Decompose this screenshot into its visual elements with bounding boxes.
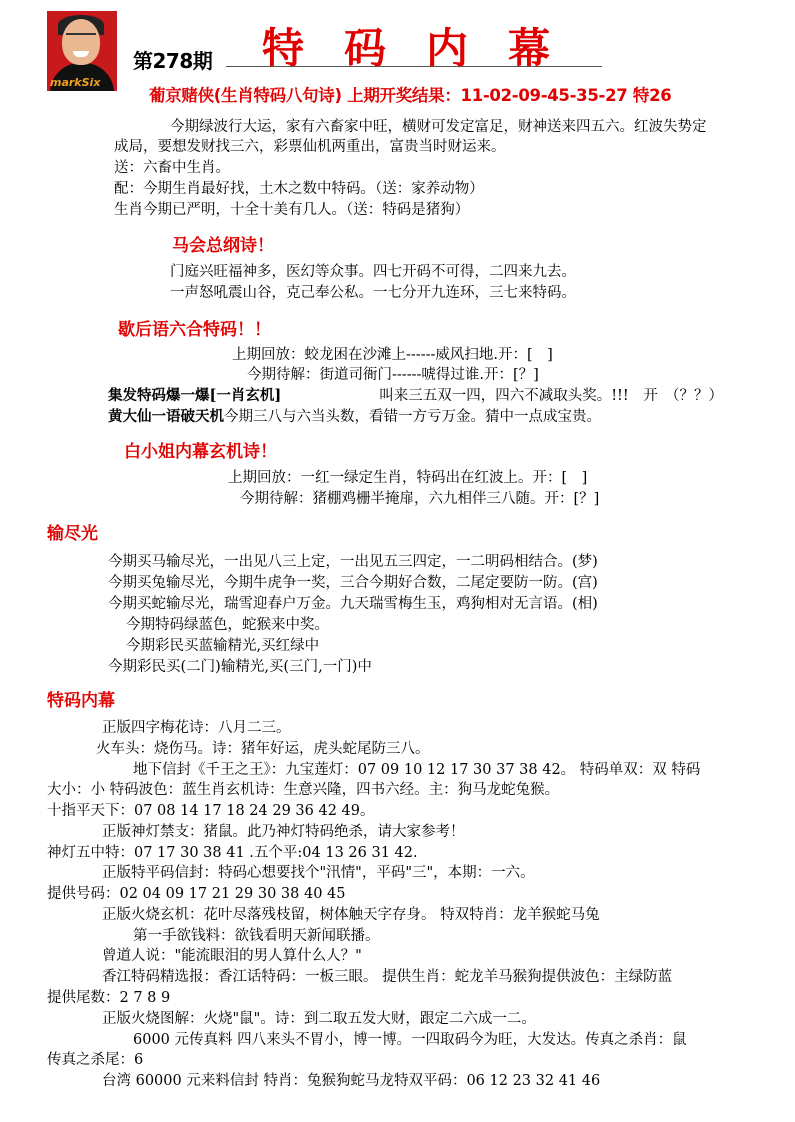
last-draw-info: 葡京赌侠(生肖特码八句诗) 上期开奖结果：11-02-09-45-35-27 特26 xyxy=(149,86,672,105)
neimu-line-16: 6000 元传真料 四八来头不胃小，博一博。一四取码今为旺，大发达。传真之杀肖：鼠 xyxy=(133,1032,687,1048)
neimu-line-8: 正版特平码信封：特码心想要找个"汛情"，平码"三"，本期：一六。 xyxy=(102,865,535,881)
shujin-line-3: 今期买蛇输尽光，瑞雪迎春户万金。九天瑞雪梅生玉，鸡狗相对无言语。(相) xyxy=(108,596,598,612)
section-title-mahui: 马会总纲诗！ xyxy=(172,236,274,256)
poem-line-5: 生肖今期已严明，十全十美有几人。（送：特码是猪狗） xyxy=(114,202,470,218)
neimu-line-9: 提供号码：02 04 09 17 21 29 30 38 40 45 xyxy=(47,886,346,902)
neimu-line-13: 香江特码精选报：香江话特码：一板三眼。 提供生肖：蛇龙羊马猴狗提供波色：主绿防蓝 xyxy=(102,969,673,985)
xiehou-line-4-lead: 黄大仙一语破天机 xyxy=(108,408,224,425)
shujin-line-2: 今期买兔输尽光，今期牛虎争一奖，三合今期好合数，二尾定要防一防。(宫) xyxy=(108,575,598,591)
bai-line-2: 今期待解：猪棚鸡栅半掩扉，六九相伴三八随。开：[？] xyxy=(240,491,600,507)
xiehou-line-1: 上期回放：蛟龙困在沙滩上------威风扫地.开：[ ] xyxy=(232,347,553,363)
section-title-shujin: 输尽光 xyxy=(47,524,98,544)
neimu-line-2: 火车头：烧伤马。诗：猪年好运，虎头蛇尾防三八。 xyxy=(96,741,430,757)
logo-brand-text: markSix xyxy=(50,76,101,89)
shujin-line-1: 今期买马输尽光，一出见八三上定，一出见五三四定，一二明码相结合。(梦) xyxy=(108,554,598,570)
section-title-bai: 白小姐内幕玄机诗！ xyxy=(124,442,277,462)
neimu-line-5: 十指平天下：07 08 14 17 18 24 29 36 42 49。 xyxy=(47,803,375,819)
poem-line-2: 成局，要想发财找三六，彩票仙机两重出，富贵当时财运来。 xyxy=(114,139,506,155)
shujin-line-6: 今期彩民买(二门)输精光,买(三门,一门)中 xyxy=(108,659,372,675)
neimu-line-4: 大小：小 特码波色：蓝生肖玄机诗：生意兴隆，四书六经。主：狗马龙蛇兔猴。 xyxy=(47,782,560,798)
section-title-neimu: 特码内幕 xyxy=(47,691,115,711)
mahui-line-1: 门庭兴旺福神多，医幻等众事。四七开码不可得，二四来九去。 xyxy=(170,264,576,280)
neimu-line-1: 正版四字梅花诗：八月二三。 xyxy=(102,720,291,736)
page-title: 特码内幕 xyxy=(262,24,591,73)
neimu-line-10: 正版火烧玄机：花叶尽落残枝留，树体触天字存身。 特双特肖：龙羊猴蛇马兔 xyxy=(102,907,600,923)
neimu-line-3: 地下信封《千王之王》：九宝莲灯：07 09 10 12 17 30 37 38 42。 特码单双：双 特码 xyxy=(133,762,701,778)
neimu-line-11: 第一手欲钱料：欲钱看明天新闻联播。 xyxy=(133,928,380,944)
neimu-line-15: 正版火烧图解：火烧"鼠"。诗：到二取五发大财，跟定二六成一二。 xyxy=(102,1011,536,1027)
xiehou-line-3-lead: 集发特码爆一爆[一肖玄机] xyxy=(108,387,282,404)
neimu-line-6: 正版神灯禁支：猪鼠。此乃神灯特码绝杀，请大家参考！ xyxy=(102,824,465,840)
neimu-line-17: 传真之杀尾：6 xyxy=(47,1052,144,1068)
poem-line-4: 配：今期生肖最好找，土木之数中特码。（送：家养动物） xyxy=(114,181,484,197)
mahui-line-2: 一声怒吼震山谷，克己奉公私。一七分开九连环，三七来特码。 xyxy=(170,285,576,301)
xiehou-line-3-rest: 叫来三五双一四，四六不减取头奖。!!! 开 （？？） xyxy=(379,388,723,404)
title-divider xyxy=(226,66,602,67)
poem-line-1: 今期绿波行大运，家有六畜家中旺，横财可发定富足，财神送来四五六。红波失势定 xyxy=(170,119,707,135)
section-title-xiehou: 歇后语六合特码！！ xyxy=(118,320,271,340)
neimu-line-14: 提供尾数：2 7 8 9 xyxy=(47,990,171,1006)
xiehou-line-4 xyxy=(108,407,601,427)
shujin-line-5: 今期彩民买蓝输精光,买红绿中 xyxy=(126,638,320,654)
xiehou-line-4-rest: 今期三八与六当头数，看错一方亏万金。猜中一点成宝贵。 xyxy=(224,409,601,425)
shujin-line-4: 今期特码绿蓝色，蛇猴来中奖。 xyxy=(126,617,329,633)
avatar-logo xyxy=(47,11,117,91)
neimu-line-18: 台湾 60000 元来料信封 特肖：兔猴狗蛇马龙特双平码：06 12 23 32 41 46 xyxy=(102,1073,601,1089)
xiehou-line-2: 今期待解：街道司衙门------唬得过谁.开：[？] xyxy=(247,367,539,383)
poem-line-3: 送：六畜中生肖。 xyxy=(114,160,230,176)
xiehou-line-3 xyxy=(108,386,723,406)
bai-line-1: 上期回放：一红一绿定生肖，特码出在红波上。开：[ ] xyxy=(228,470,588,486)
neimu-line-7: 神灯五中特：07 17 30 38 41 .五个平:04 13 26 31 42. xyxy=(47,845,418,861)
issue-number: 第278期 xyxy=(133,49,213,73)
neimu-line-12: 曾道人说："能流眼泪的男人算什么人？" xyxy=(102,948,362,964)
